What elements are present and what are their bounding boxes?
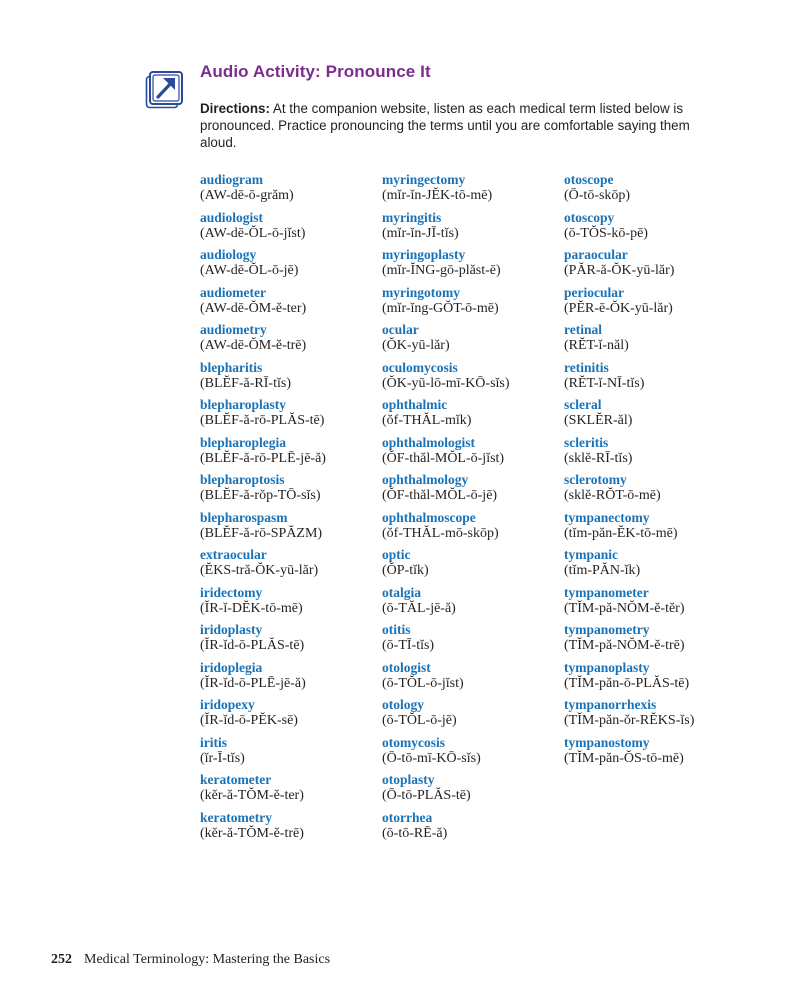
term-pronunciation: (ŎP-tĭk) xyxy=(382,563,429,578)
term-entry xyxy=(200,210,375,248)
term-label[interactable]: blepharitis xyxy=(200,359,263,375)
term-label[interactable]: tympanic xyxy=(564,547,618,562)
term-entry xyxy=(200,735,375,773)
term-entry xyxy=(564,735,739,773)
term-entry xyxy=(200,472,375,510)
term-entry xyxy=(564,622,739,660)
term-pronunciation: (TĬM-păn-ŎS-tō-mē) xyxy=(564,750,684,766)
term-entry xyxy=(200,660,375,698)
term-pronunciation: (RĔT-ĭ-năl) xyxy=(564,338,629,353)
term-label[interactable]: blepharospasm xyxy=(200,509,288,525)
term-pronunciation: (BLĔF-ă-rō-SPĂZM) xyxy=(200,525,323,541)
term-pronunciation: (AW-dē-ō-grăm) xyxy=(200,188,294,203)
term-pronunciation: (BLĔF-ă-RĪ-tĭs) xyxy=(200,375,291,391)
term-entry xyxy=(200,810,375,848)
term-entry xyxy=(200,360,375,398)
term-pronunciation: (tĭm-păn-ĔK-tō-mē) xyxy=(564,525,678,541)
term-pronunciation: (BLĔF-ă-rŏp-TŌ-sĭs) xyxy=(200,488,321,503)
term-pronunciation: (PĂR-ă-ŎK-yū-lăr) xyxy=(564,263,675,278)
term-label[interactable]: otoscope xyxy=(564,172,614,187)
term-pronunciation: (Ō-tō-mī-KŌ-sĭs) xyxy=(382,750,481,766)
term-label[interactable]: ophthalmoscope xyxy=(382,509,476,525)
term-entry xyxy=(382,810,557,848)
term-pronunciation: (BLĔF-ă-rō-PLĒ-jē-ă) xyxy=(200,450,326,466)
term-label[interactable]: ocular xyxy=(382,322,419,337)
term-label[interactable]: keratometry xyxy=(200,809,272,825)
term-entry xyxy=(382,735,557,773)
directions-text xyxy=(200,100,695,151)
term-entry xyxy=(564,547,739,585)
term-entry xyxy=(564,360,739,398)
term-label[interactable]: oculomycosis xyxy=(382,359,458,375)
term-entry xyxy=(564,210,739,248)
term-pronunciation: (AW-dē-ŎL-ō-jē) xyxy=(200,263,299,278)
term-entry xyxy=(382,622,557,660)
term-entry xyxy=(382,585,557,623)
term-pronunciation: (kĕr-ă-TŎM-ĕ-ter) xyxy=(200,788,304,803)
term-entry xyxy=(564,322,739,360)
term-label[interactable]: tympanorrhexis xyxy=(564,697,657,712)
term-pronunciation: (mĭr-ĭn-JĪ-tĭs) xyxy=(382,225,459,241)
activity-title: Audio Activity: Pronounce It xyxy=(200,62,431,81)
term-label[interactable]: otorrhea xyxy=(382,809,433,825)
term-label[interactable]: otology xyxy=(382,697,424,712)
term-label[interactable]: myringoplasty xyxy=(382,247,466,262)
term-pronunciation: (ŎK-yū-lăr) xyxy=(382,338,450,353)
term-entry xyxy=(564,660,739,698)
term-pronunciation: (TĬM-pă-NŎM-ĕ-tĕr) xyxy=(564,600,685,616)
term-entry xyxy=(200,697,375,735)
term-label[interactable]: tympanostomy xyxy=(564,734,650,750)
term-pronunciation: (ō-TŎL-ō-jē) xyxy=(382,713,457,728)
term-entry xyxy=(200,247,375,285)
term-label[interactable]: ophthalmology xyxy=(382,472,469,487)
term-pronunciation: (AW-dē-ŎL-ō-jĭst) xyxy=(200,225,306,241)
term-entry xyxy=(382,322,557,360)
term-entry xyxy=(382,472,557,510)
term-label[interactable]: retinal xyxy=(564,322,602,337)
term-pronunciation: (ō-TŎL-ō-jĭst) xyxy=(382,675,464,691)
term-entry xyxy=(382,360,557,398)
term-label[interactable]: audiologist xyxy=(200,209,264,225)
term-label[interactable]: scleritis xyxy=(564,434,609,450)
term-label[interactable]: sclerotomy xyxy=(564,472,627,487)
term-column-3 xyxy=(564,172,739,772)
term-label[interactable]: myringotomy xyxy=(382,284,460,300)
term-pronunciation: (TĬM-păn-ŏr-RĔKS-ĭs) xyxy=(564,713,695,728)
term-label[interactable]: iridectomy xyxy=(200,584,263,600)
term-pronunciation: (ō-TĂL-jē-ă) xyxy=(382,600,456,616)
term-pronunciation: (mĭr-ĬNG-gō-plăst-ē) xyxy=(382,263,501,278)
book-title: Medical Terminology: Mastering the Basics xyxy=(84,952,331,967)
term-pronunciation: (ō-TĪ-tĭs) xyxy=(382,638,435,653)
term-entry xyxy=(200,547,375,585)
term-label[interactable]: ophthalmologist xyxy=(382,434,476,450)
term-entry xyxy=(564,397,739,435)
term-pronunciation: (ĔKS-tră-ŎK-yū-lăr) xyxy=(200,563,319,578)
term-pronunciation: (RĔT-ĭ-NĪ-tĭs) xyxy=(564,375,645,391)
term-pronunciation: (AW-dē-ŎM-ĕ-ter) xyxy=(200,300,307,316)
term-pronunciation: (ŎF-thăl-MŎL-ō-jē) xyxy=(382,488,498,503)
term-entry xyxy=(200,435,375,473)
page-number: 252 xyxy=(51,952,72,967)
term-entry xyxy=(382,397,557,435)
term-label[interactable]: retinitis xyxy=(564,359,609,375)
term-pronunciation: (TĬM-pă-NŎM-ĕ-trē) xyxy=(564,638,685,653)
term-label[interactable]: blepharoplasty xyxy=(200,397,287,412)
term-pronunciation: (ĬR-ĭ-DĔK-tō-mē) xyxy=(200,600,303,616)
term-entry xyxy=(564,472,739,510)
term-label[interactable]: iridoplasty xyxy=(200,622,263,637)
term-pronunciation: (PĔR-ē-ŎK-yū-lăr) xyxy=(564,300,673,316)
term-entry xyxy=(200,622,375,660)
term-pronunciation: (Ō-tō-skōp) xyxy=(564,188,631,203)
term-entry xyxy=(564,585,739,623)
term-entry xyxy=(382,697,557,735)
term-entry xyxy=(200,585,375,623)
directions-label: Directions: xyxy=(200,101,270,116)
term-label[interactable]: iritis xyxy=(200,734,227,750)
term-label[interactable]: otalgia xyxy=(382,584,421,600)
term-entry xyxy=(200,322,375,360)
term-label[interactable]: otomycosis xyxy=(382,734,445,750)
term-label[interactable]: scleral xyxy=(564,397,602,412)
term-label[interactable]: myringitis xyxy=(382,209,442,225)
term-label[interactable]: blepharoptosis xyxy=(200,472,285,487)
term-entry xyxy=(382,285,557,323)
term-column-1 xyxy=(200,172,375,847)
term-pronunciation: (SKLĔR-ăl) xyxy=(564,413,633,428)
term-entry xyxy=(382,660,557,698)
term-entry xyxy=(200,397,375,435)
term-pronunciation: (kĕr-ă-TŎM-ĕ-trē) xyxy=(200,825,304,841)
term-label[interactable]: tympanometer xyxy=(564,584,649,600)
term-pronunciation: (ō-tō-RĒ-ă) xyxy=(382,825,448,841)
term-entry xyxy=(200,510,375,548)
term-pronunciation: (ŏf-THĂL-mĭk) xyxy=(382,413,472,428)
term-label[interactable]: tympanectomy xyxy=(564,509,650,525)
term-entry xyxy=(382,435,557,473)
term-label[interactable]: otitis xyxy=(382,622,411,637)
term-label[interactable]: iridoplegia xyxy=(200,659,263,675)
term-label[interactable]: iridopexy xyxy=(200,697,255,712)
term-pronunciation: (ĬR-ĭd-ō-PĔK-sē) xyxy=(200,713,298,728)
term-pronunciation: (ŎK-yū-lō-mī-KŌ-sĭs) xyxy=(382,375,510,391)
term-label[interactable]: tympanometry xyxy=(564,622,650,637)
term-label[interactable]: otologist xyxy=(382,659,431,675)
term-label[interactable]: audiology xyxy=(200,247,257,262)
term-pronunciation: (Ō-tō-PLĂS-tē) xyxy=(382,788,471,803)
term-label[interactable]: periocular xyxy=(564,284,624,300)
term-entry xyxy=(382,772,557,810)
term-entry xyxy=(564,697,739,735)
term-pronunciation: (mĭr-ĭn-JĔK-tō-mē) xyxy=(382,188,493,203)
term-label[interactable]: otoplasty xyxy=(382,772,435,787)
term-pronunciation: (sklĕ-RŎT-ō-mē) xyxy=(564,488,661,503)
term-pronunciation: (ŎF-thăl-MŎL-ō-jĭst) xyxy=(382,450,505,466)
term-entry xyxy=(200,285,375,323)
term-label[interactable]: audiogram xyxy=(200,172,264,187)
term-pronunciation: (TĬM-păn-ō-PLĂS-tē) xyxy=(564,675,690,691)
term-pronunciation: (ŏf-THĂL-mō-skōp) xyxy=(382,525,499,541)
term-entry xyxy=(382,510,557,548)
term-label[interactable]: myringectomy xyxy=(382,172,466,187)
term-pronunciation: (ĬR-ĭd-ō-PLĂS-tē) xyxy=(200,638,305,653)
term-label[interactable]: otoscopy xyxy=(564,209,615,225)
term-pronunciation: (AW-dē-ŎM-ĕ-trē) xyxy=(200,338,307,353)
term-entry xyxy=(382,247,557,285)
term-label[interactable]: paraocular xyxy=(564,247,628,262)
term-label[interactable]: keratometer xyxy=(200,772,272,787)
directions-body: At the companion website, listen as each medical term listed below is pronounced. Practice pronouncing the terms until you are comfortable saying them aloud. xyxy=(200,101,690,150)
term-entry xyxy=(382,172,557,210)
term-pronunciation: (sklĕ-RĪ-tĭs) xyxy=(564,450,633,466)
term-entry xyxy=(564,285,739,323)
term-label[interactable]: extraocular xyxy=(200,547,267,562)
term-pronunciation: (ĭr-Ī-tĭs) xyxy=(200,750,245,766)
term-entry xyxy=(200,172,375,210)
term-label[interactable]: ophthalmic xyxy=(382,397,448,412)
page-footer xyxy=(51,952,330,968)
term-entry xyxy=(382,210,557,248)
term-entry xyxy=(564,247,739,285)
term-pronunciation: (ĬR-ĭd-ō-PLĒ-jē-ă) xyxy=(200,675,306,691)
term-pronunciation: (mĭr-ĭng-GŎT-ō-mē) xyxy=(382,300,499,316)
term-pronunciation: (BLĔF-ă-rō-PLĂS-tē) xyxy=(200,413,325,428)
term-label[interactable]: optic xyxy=(382,547,411,562)
term-entry xyxy=(382,547,557,585)
term-entry xyxy=(200,772,375,810)
term-entry xyxy=(564,435,739,473)
term-column-2 xyxy=(382,172,557,847)
term-pronunciation: (ō-TŎS-kō-pē) xyxy=(564,225,648,241)
term-entry xyxy=(564,172,739,210)
term-pronunciation: (tĭm-PĂN-ĭk) xyxy=(564,563,641,578)
term-label[interactable]: tympanoplasty xyxy=(564,659,650,675)
term-label[interactable]: audiometry xyxy=(200,322,267,337)
term-label[interactable]: blepharoplegia xyxy=(200,434,287,450)
arrow-out-box-icon xyxy=(145,69,185,109)
term-entry xyxy=(564,510,739,548)
term-label[interactable]: audiometer xyxy=(200,284,266,300)
